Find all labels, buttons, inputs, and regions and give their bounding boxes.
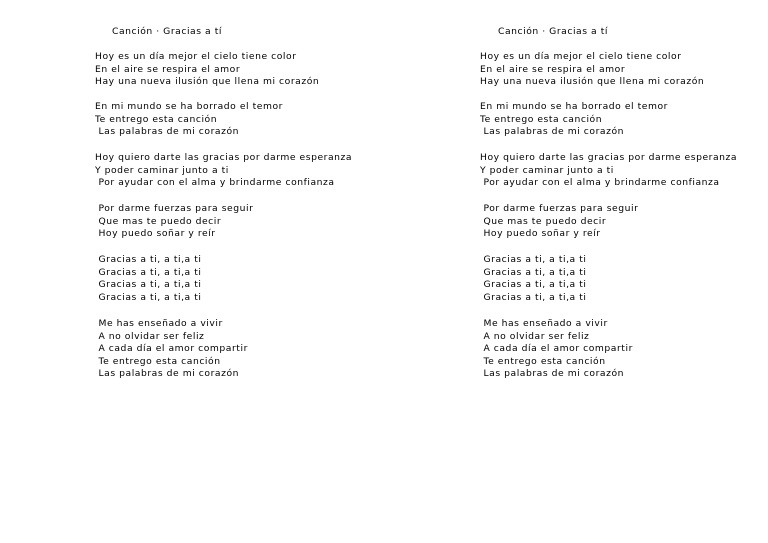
- lyric-line: Gracias a ti, a ti,a ti: [95, 254, 202, 265]
- lyric-line: Me has enseñado a vivir: [480, 318, 608, 329]
- stanza-3: [480, 152, 737, 190]
- lyric-line: Que mas te puedo decir: [95, 215, 222, 227]
- lyric-line: Y poder caminar junto a ti: [480, 164, 614, 176]
- lyric-line: Te entrego esta canción: [95, 355, 221, 367]
- stanza-5-chorus: [95, 254, 201, 304]
- lyric-line: Gracias a ti, a ti,a ti: [95, 279, 202, 291]
- lyric-line: A cada día el amor compartir: [480, 343, 633, 355]
- stanza-1: [95, 51, 319, 89]
- lyric-line: Por ayudar con el alma y brindarme confianza: [480, 177, 720, 189]
- lyric-line: Gracias a ti, a ti,a ti: [480, 291, 587, 303]
- stanza-4: [95, 203, 253, 241]
- lyric-line: Que mas te puedo decir: [480, 215, 607, 227]
- stanza-6: [480, 318, 633, 381]
- lyric-line: En el aire se respira el amor: [95, 63, 241, 75]
- lyric-line: Gracias a ti, a ti,a ti: [95, 291, 202, 303]
- lyric-line: En el aire se respira el amor: [480, 63, 626, 75]
- stanza-4: [480, 203, 638, 241]
- stanza-1: [480, 51, 704, 89]
- stanza-2: [480, 101, 668, 139]
- stanza-2: [95, 101, 283, 139]
- lyric-line: A no olvidar ser feliz: [95, 330, 205, 342]
- lyric-line: Gracias a ti, a ti,a ti: [480, 254, 587, 265]
- lyric-line: Gracias a ti, a ti,a ti: [480, 266, 587, 278]
- lyric-line: A cada día el amor compartir: [95, 343, 248, 355]
- lyrics-column-right: [384, 0, 768, 543]
- lyric-line: Hoy quiero darte las gracias por darme esperanza: [480, 152, 738, 163]
- song-title: Canción · Gracias a tí: [498, 26, 608, 37]
- lyric-line: Las palabras de mi corazón: [95, 368, 239, 380]
- stanza-3: [95, 152, 352, 190]
- lyric-line: Las palabras de mi corazón: [480, 126, 624, 138]
- lyric-line: Me has enseñado a vivir: [95, 318, 223, 329]
- song-title: Canción · Gracias a tí: [112, 26, 222, 37]
- lyric-line: En mi mundo se ha borrado el temor: [480, 101, 668, 112]
- lyric-line: Las palabras de mi corazón: [480, 368, 624, 380]
- lyric-line: Hoy puedo soñar y reír: [95, 228, 216, 240]
- lyric-line: Hoy es un día mejor el cielo tiene color: [95, 51, 297, 62]
- lyric-line: Te entrego esta canción: [480, 355, 606, 367]
- lyric-line: Hoy quiero darte las gracias por darme esperanza: [95, 152, 353, 163]
- stanza-5-chorus: [480, 254, 586, 304]
- lyric-line: Por ayudar con el alma y brindarme confianza: [95, 177, 335, 189]
- lyric-line: Gracias a ti, a ti,a ti: [95, 266, 202, 278]
- lyric-line: Gracias a ti, a ti,a ti: [480, 279, 587, 291]
- lyric-line: En mi mundo se ha borrado el temor: [95, 101, 283, 112]
- lyric-line: Y poder caminar junto a ti: [95, 164, 229, 176]
- lyric-line: Por darme fuerzas para seguir: [95, 203, 254, 214]
- lyric-line: Hay una nueva ilusión que llena mi corazón: [480, 76, 705, 88]
- lyric-line: A no olvidar ser feliz: [480, 330, 590, 342]
- lyric-line: Por darme fuerzas para seguir: [480, 203, 639, 214]
- lyric-line: Hay una nueva ilusión que llena mi corazón: [95, 76, 320, 88]
- lyric-line: Hoy es un día mejor el cielo tiene color: [480, 51, 682, 62]
- stanza-6: [95, 318, 248, 381]
- lyric-line: Te entrego esta canción: [95, 113, 218, 125]
- lyric-line: Hoy puedo soñar y reír: [480, 228, 601, 240]
- lyric-line: Las palabras de mi corazón: [95, 126, 239, 138]
- lyric-line: Te entrego esta canción: [480, 113, 603, 125]
